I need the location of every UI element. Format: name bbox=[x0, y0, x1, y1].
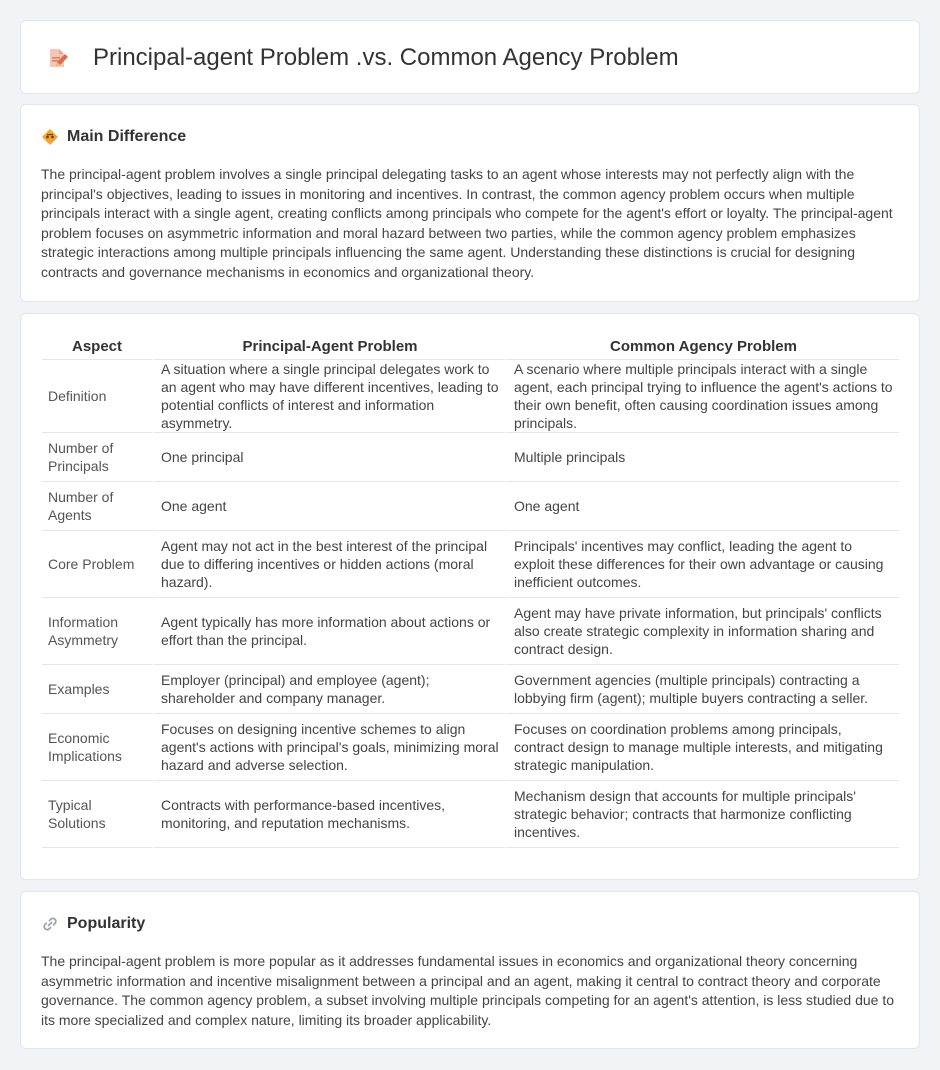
row-common-agency: A scenario where multiple principals interact with a single agent, each principal trying to influence the agent's actions to their own benefit, often causing coordination issues among principals. bbox=[505, 360, 899, 433]
row-common-agency: Focuses on coordination problems among principals, contract design to manage multiple interests, and mitigating strategic manipulation. bbox=[505, 714, 899, 781]
diamond-badge-icon bbox=[41, 128, 59, 146]
row-aspect: Number of Agents bbox=[42, 482, 152, 531]
row-common-agency: Multiple principals bbox=[505, 433, 899, 482]
table-row bbox=[42, 433, 899, 482]
table-row bbox=[42, 531, 899, 598]
main-difference-text: The principal-agent problem involves a single principal delegating tasks to an agent whose interests may not perfectly align with the principal's objectives, leading to issues in monitoring and incentives. In contrast, the common agency problem occurs when multiple principals interact with a single agent, creating conflicts among principals who compete for the agent's effort or loyalty. The principal-agent problem focuses on asymmetric information and moral hazard between two parties, while the common agency problem emphasizes strategic interactions among multiple principals influencing the same agent. Understanding these distinctions is crucial for designing contracts and governance mechanisms in economics and organizational theory. bbox=[41, 166, 893, 280]
table-row bbox=[42, 482, 899, 531]
main-difference-card bbox=[20, 104, 920, 302]
page-title: Principal-agent Problem .vs. Common Agency Problem bbox=[93, 44, 679, 71]
link-icon bbox=[41, 915, 59, 933]
header-aspect: Aspect bbox=[42, 334, 152, 360]
row-aspect: Core Problem bbox=[42, 531, 152, 598]
main-difference-heading bbox=[41, 127, 186, 147]
popularity-heading bbox=[41, 914, 145, 934]
popularity-title: Popularity bbox=[67, 915, 146, 932]
table-row bbox=[42, 360, 899, 433]
popularity-card bbox=[20, 891, 920, 1049]
row-aspect: Definition bbox=[42, 360, 152, 433]
main-difference-title: Main Difference bbox=[67, 128, 187, 145]
row-principal-agent: Agent may not act in the best interest of the principal due to differing incentives or hidden actions (moral hazard). bbox=[152, 531, 505, 598]
header-principal-agent: Principal-Agent Problem bbox=[152, 334, 505, 360]
comparison-table bbox=[42, 334, 899, 848]
row-common-agency: Government agencies (multiple principals) contracting a lobbying firm (agent); multiple buyers contracting a seller. bbox=[505, 665, 899, 714]
row-common-agency: Mechanism design that accounts for multiple principals' strategic behavior; contracts that harmonize conflicting incentives. bbox=[505, 781, 899, 848]
table-row bbox=[42, 665, 899, 714]
table-row bbox=[42, 781, 899, 848]
row-common-agency: Principals' incentives may conflict, leading the agent to exploit these differences for their own advantage or causing inefficient outcomes. bbox=[505, 531, 899, 598]
row-principal-agent: A situation where a single principal delegates work to an agent who may have different incentives, leading to potential conflicts of interest and information asymmetry. bbox=[152, 360, 505, 433]
row-aspect: Examples bbox=[42, 665, 152, 714]
table-header-row bbox=[42, 334, 899, 360]
row-aspect: Typical Solutions bbox=[42, 781, 152, 848]
row-common-agency: One agent bbox=[505, 482, 899, 531]
popularity-text: The principal-agent problem is more popular as it addresses fundamental issues in economics and organizational theory concerning asymmetric information and incentive misalignment between a principal and an agent, making it central to contract theory and corporate governance. The common agency problem, a subset involving multiple principals competing for an agent's attention, is less studied due to its more specialized and complex nature, limiting its broader applicability. bbox=[41, 953, 895, 1028]
row-aspect: Information Asymmetry bbox=[42, 598, 152, 665]
header-common-agency: Common Agency Problem bbox=[505, 334, 899, 360]
table-row bbox=[42, 714, 899, 781]
row-principal-agent: One principal bbox=[152, 433, 505, 482]
row-principal-agent: Contracts with performance-based incentives, monitoring, and reputation mechanisms. bbox=[152, 781, 505, 848]
row-principal-agent: One agent bbox=[152, 482, 505, 531]
document-edit-icon bbox=[45, 46, 69, 70]
row-principal-agent: Agent typically has more information about actions or effort than the principal. bbox=[152, 598, 505, 665]
row-aspect: Number of Principals bbox=[42, 433, 152, 482]
row-aspect: Economic Implications bbox=[42, 714, 152, 781]
header-card bbox=[20, 20, 920, 94]
comparison-table-card bbox=[20, 313, 920, 880]
row-principal-agent: Employer (principal) and employee (agent); shareholder and company manager. bbox=[152, 665, 505, 714]
row-principal-agent: Focuses on designing incentive schemes to align agent's actions with principal's goals, minimizing moral hazard and adverse selection. bbox=[152, 714, 505, 781]
table-row bbox=[42, 598, 899, 665]
row-common-agency: Agent may have private information, but principals' conflicts also create strategic complexity in information sharing and contract design. bbox=[505, 598, 899, 665]
